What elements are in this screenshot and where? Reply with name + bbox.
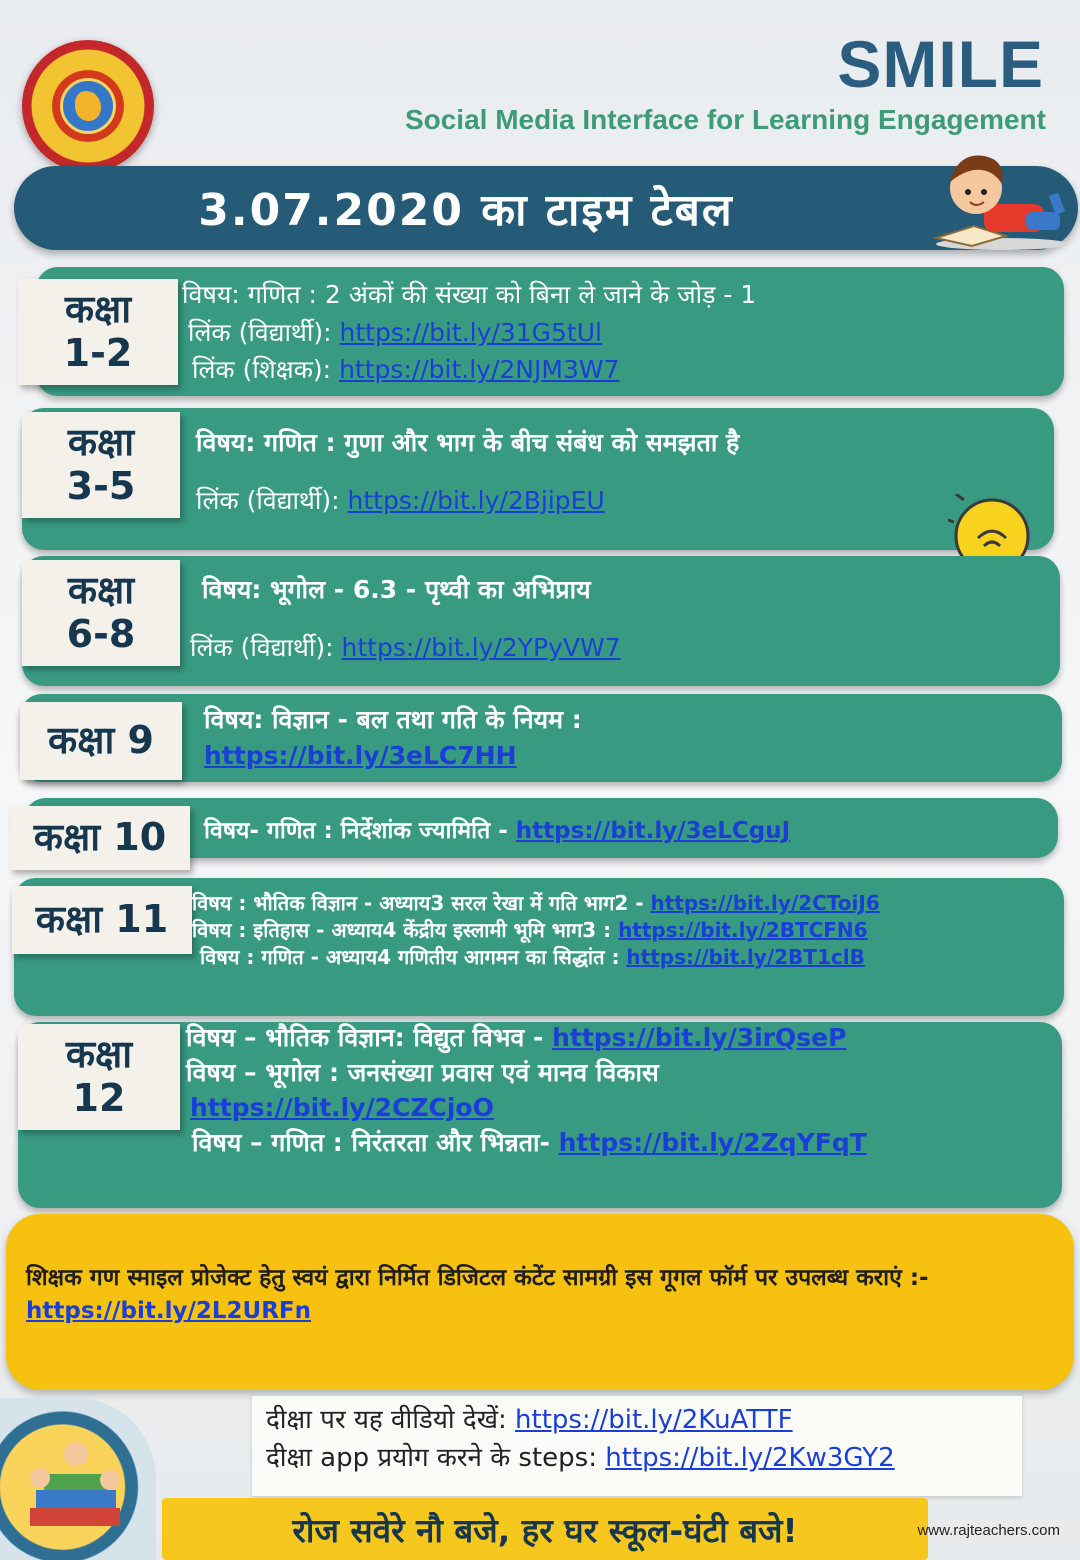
google-form-link[interactable]: https://bit.ly/2L2URFn [26,1298,312,1325]
website-credit: www.rajteachers.com [917,1522,1060,1539]
class-11-details [192,890,880,971]
subject-line [202,561,621,619]
class-label-top: कक्षा [67,420,135,465]
class-label-top: कक्षा [65,1032,133,1077]
subject-text: विषय: गणित : 2 अंकों की संख्या को बिना ले जाने के जोड़ - 1 [182,280,757,309]
class-label-3-5 [22,412,180,518]
history-line [192,917,880,944]
diksha-steps-link[interactable]: https://bit.ly/2Kw3GY2 [605,1442,895,1473]
diksha-video-line [266,1402,1008,1440]
science-link[interactable]: https://bit.ly/3eLC7HH [204,741,517,771]
class-label-1-2 [18,279,178,385]
class-label-top: कक्षा [64,287,132,332]
class-label-text: कक्षा 11 [35,897,169,942]
class-label-10 [10,806,190,870]
subject-text: विषय : इतिहास - अध्याय4 केंद्रीय इस्लामी भूमि भाग3 : [192,918,619,942]
maths-line [186,1125,867,1160]
maths-link[interactable]: https://bit.ly/2ZqYFqT [558,1128,867,1157]
link-label: लिंक (शिक्षक): [192,355,340,384]
subject-text: विषय : भौतिक विज्ञान - अध्याय3 सरल रेखा में गति भाग2 - [192,891,651,915]
subject-text: विषय- गणित : निर्देशांक ज्यामिति - [204,818,516,844]
subject-text: विषय – गणित : निरंतरता और भिन्नता- [192,1128,559,1157]
books-illustration [0,1398,156,1560]
class-12-details [186,1020,867,1160]
class-label-text: कक्षा 10 [33,815,167,860]
class-label-bottom: 6-8 [66,612,136,656]
brand-title: SMILE [837,27,1044,101]
subject-text: विषय: भूगोल - 6.3 - पृथ्वी का अभिप्राय [202,575,591,604]
maths-link[interactable]: https://bit.ly/3eLCguJ [515,818,791,844]
link-label: लिंक (विद्यार्थी): [190,632,342,662]
diksha-steps-line [266,1440,1008,1478]
department-logo [22,40,154,172]
diksha-steps-label: दीक्षा app प्रयोग करने के steps: [266,1442,606,1473]
class-label-6-8 [22,560,180,666]
student-link[interactable]: https://bit.ly/2BjipEU [347,485,605,515]
brand-subtitle: Social Media Interface for Learning Engagement [404,104,1046,135]
diksha-video-label: दीक्षा पर यह वीडियो देखें: [266,1405,516,1435]
class-label-9 [20,702,182,780]
student-link-line [190,619,621,677]
teacher-link[interactable]: https://bit.ly/2NJM3W7 [339,355,620,384]
slogan-text: रोज सवेरे नौ बजे, हर घर स्कूल-घंटी बजे! [292,1510,798,1550]
physics-link[interactable]: https://bit.ly/3irQseP [552,1023,847,1052]
class-6-8-details [190,561,621,676]
maths-line [192,944,880,971]
class-label-11 [12,886,192,954]
class-3-5-details [196,414,739,529]
class-label-bottom: 3-5 [66,464,136,508]
class-label-bottom: 1-2 [63,331,133,375]
class-label-text: कक्षा 9 [48,718,154,763]
physics-line [186,1020,867,1055]
page-title: 3.07.2020 का टाइम टेबल [198,185,734,236]
geography-link[interactable]: https://bit.ly/2CZCjoO [190,1093,494,1122]
student-link[interactable]: https://bit.ly/31G5tUl [339,317,602,347]
link-line [204,738,582,774]
subject-line [182,276,756,314]
subject-text: विषय: गणित : गुणा और भाग के बीच संबंध को समझता है [196,428,740,457]
class-1-2-details [182,276,756,389]
student-link-line [196,472,739,530]
subject-text: विषय : गणित - अध्याय4 गणितीय आगमन का सिद्धांत : [200,945,627,969]
student-link[interactable]: https://bit.ly/2YPyVW7 [341,632,621,662]
class-9-details [204,702,582,775]
kid-reading-illustration [928,140,1076,252]
timetable-title-bar [14,166,1078,250]
class-label-bottom: 12 [72,1076,126,1120]
subject-text: विषय – भूगोल : जनसंख्या प्रवास एवं मानव विकास [186,1058,659,1087]
geography-link-line [186,1090,867,1125]
link-label: लिंक (विद्यार्थी): [196,485,348,515]
student-link-line [182,314,756,352]
physics-link[interactable]: https://bit.ly/2CToiJ6 [650,891,880,915]
class-10-details [204,814,790,849]
history-link[interactable]: https://bit.ly/2BTCFN6 [618,918,868,942]
link-label: लिंक (विद्यार्थी): [188,317,340,347]
maths-link[interactable]: https://bit.ly/2BT1clB [626,945,865,969]
subject-text: विषय – भौतिक विज्ञान: विद्युत विभव - [186,1023,553,1052]
subject-text: विषय: विज्ञान - बल तथा गति के नियम : [204,705,582,734]
slogan-bar [162,1498,928,1560]
physics-line [192,890,880,917]
class-label-12 [18,1024,180,1130]
geography-line [186,1055,867,1090]
kids-on-books-icon [0,1398,156,1560]
class-label-top: कक्षा [67,568,135,613]
notice-message: शिक्षक गण स्माइल प्रोजेक्ट हेतु स्वयं द्वारा निर्मित डिजिटल कंटेंट सामग्री इस गूगल फॉर्म पर उपलब्ध कराएं :- [26,1265,929,1291]
subject-line [196,414,739,472]
subject-line [204,702,582,738]
teacher-notice-text [26,1262,1056,1329]
diksha-video-link[interactable]: https://bit.ly/2KuATTF [515,1405,793,1435]
diksha-panel [252,1396,1022,1496]
teacher-link-line [182,351,756,389]
